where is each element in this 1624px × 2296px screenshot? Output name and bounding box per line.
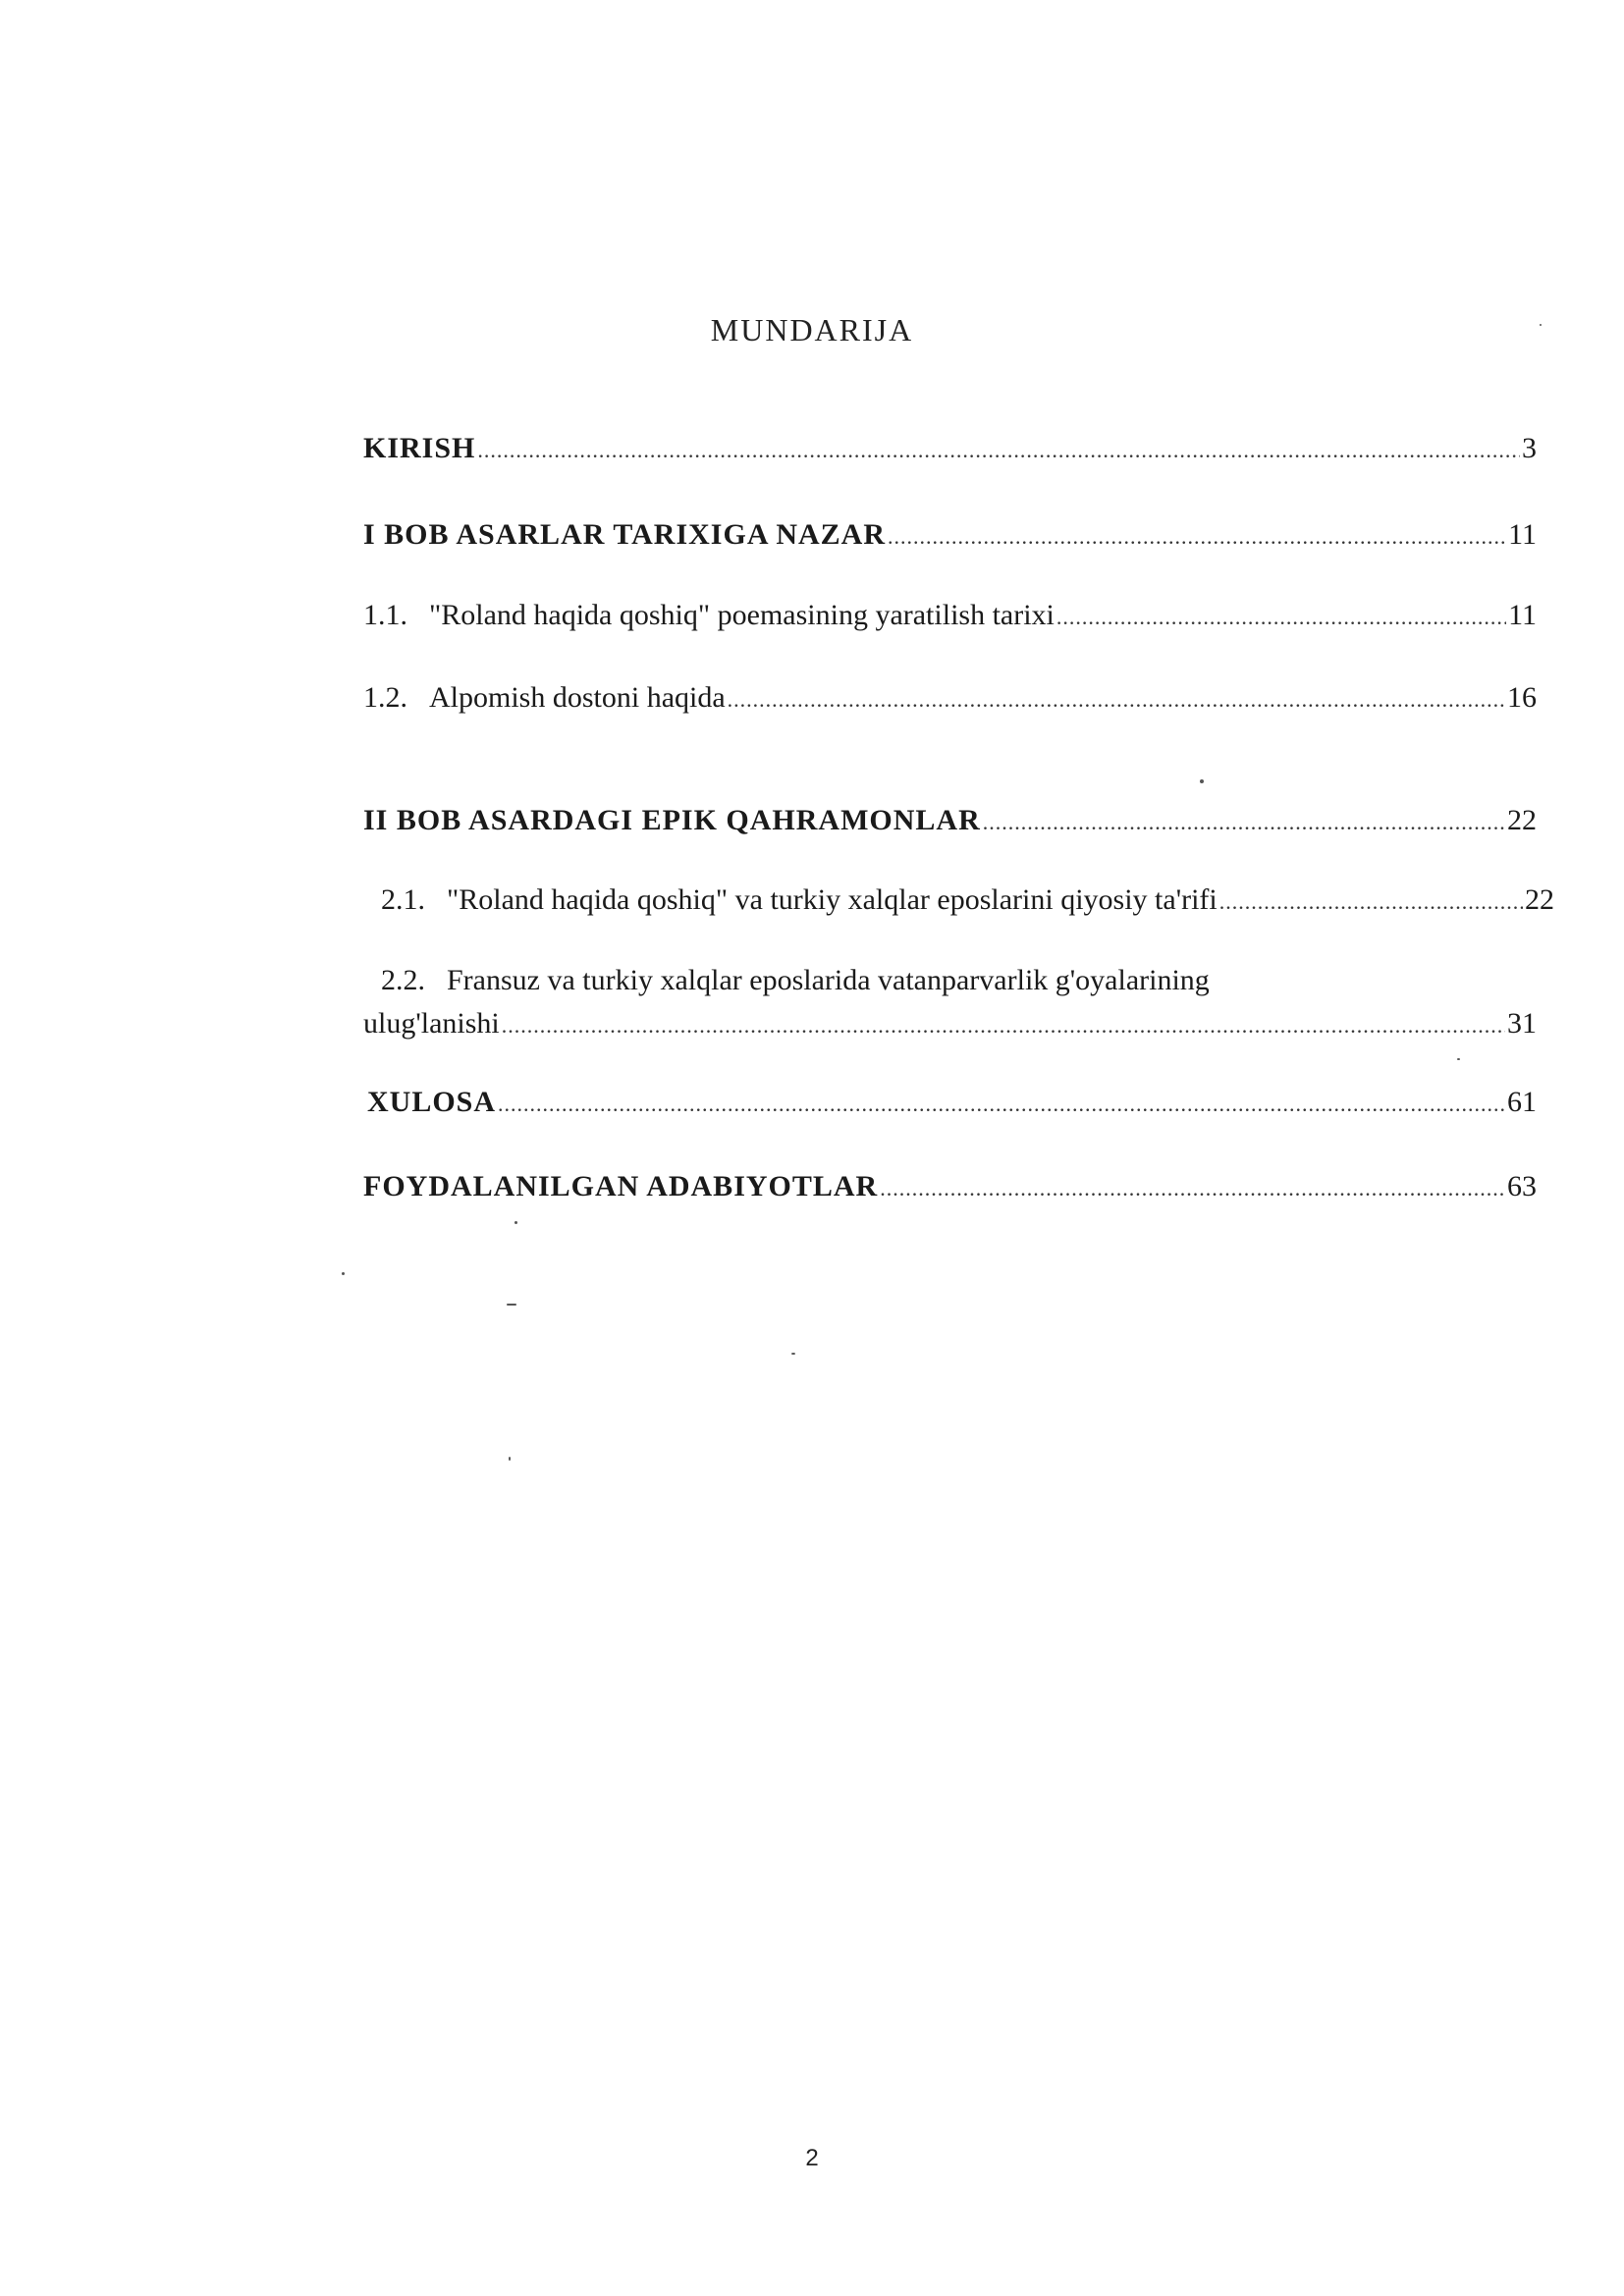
- toc-entry-section-1-1: [363, 597, 1537, 636]
- scan-speck: [1200, 779, 1204, 783]
- dot-leader: [1219, 883, 1523, 921]
- toc-entry-label: "Roland haqida qoshiq" va turkiy xalqlar eposlarini qiyosiy ta'rifi: [447, 883, 1218, 916]
- toc-entry-xulosa: [367, 1084, 1537, 1123]
- toc-entry-label: Fransuz va turkiy xalqlar eposlarida vatanparvarlik g'oyalarining: [447, 964, 1210, 996]
- toc-entry-chapter-2: [363, 802, 1537, 841]
- toc-title: MUNDARIJA: [710, 312, 914, 347]
- toc-entry-label: Alpomish dostoni haqida: [429, 681, 726, 714]
- dot-leader: [502, 1007, 1505, 1044]
- toc-entry-bibliography: [363, 1168, 1537, 1207]
- toc-entry-label: I BOB ASARLAR TARIXIGA NAZAR: [363, 518, 886, 551]
- scan-speck: [342, 1272, 345, 1275]
- toc-entry-page: 3: [1522, 432, 1537, 464]
- toc-entry-label: FOYDALANILGAN ADABIYOTLAR: [363, 1170, 879, 1202]
- toc-entry-page: 22: [1507, 804, 1537, 836]
- scan-speck: [1457, 1058, 1460, 1060]
- dot-leader: [477, 432, 1520, 469]
- toc-entry-section-2-2-line-1: [381, 962, 1210, 999]
- toc-entry-page: 22: [1525, 883, 1554, 916]
- toc-entry-chapter-1: [363, 516, 1537, 556]
- toc-entry-number: 1.1.: [363, 599, 407, 631]
- toc-entry-page: 61: [1507, 1086, 1537, 1118]
- toc-entry-section-2-2-line-2: [363, 1005, 1537, 1044]
- toc-entry-label-continuation: ulug'lanishi: [363, 1007, 500, 1040]
- page-number: 2: [805, 2145, 819, 2171]
- toc-entry-number: 2.1.: [381, 883, 425, 916]
- scan-speck: [1540, 324, 1542, 326]
- toc-entry-section-2-1: [381, 881, 1554, 921]
- toc-entry-page: 16: [1507, 681, 1537, 714]
- scan-speck: [507, 1304, 516, 1306]
- toc-entry-label: "Roland haqida qoshiq" poemasining yaratilish tarixi: [429, 599, 1055, 631]
- toc-entry-section-1-2: [363, 679, 1537, 719]
- toc-entry-page: 31: [1507, 1007, 1537, 1040]
- dot-leader: [498, 1086, 1505, 1123]
- scan-speck: [514, 1221, 517, 1224]
- toc-entry-kirish: [363, 430, 1537, 469]
- toc-entry-label: XULOSA: [367, 1086, 497, 1118]
- toc-entry-page: 63: [1507, 1170, 1537, 1202]
- toc-entry-page: 11: [1508, 518, 1537, 551]
- dot-leader: [728, 681, 1505, 719]
- dot-leader: [888, 518, 1506, 556]
- scan-speck: [791, 1353, 795, 1355]
- dot-leader: [983, 804, 1505, 841]
- dot-leader: [880, 1170, 1505, 1207]
- toc-entry-label: II BOB ASARDAGI EPIK QAHRAMONLAR: [363, 804, 981, 836]
- toc-entry-label: KIRISH: [363, 432, 476, 464]
- toc-entry-number: 2.2.: [381, 964, 425, 996]
- toc-entry-page: 11: [1508, 599, 1537, 631]
- toc-entry-number: 1.2.: [363, 681, 407, 714]
- scan-speck: [509, 1457, 511, 1461]
- dot-leader: [1056, 599, 1506, 636]
